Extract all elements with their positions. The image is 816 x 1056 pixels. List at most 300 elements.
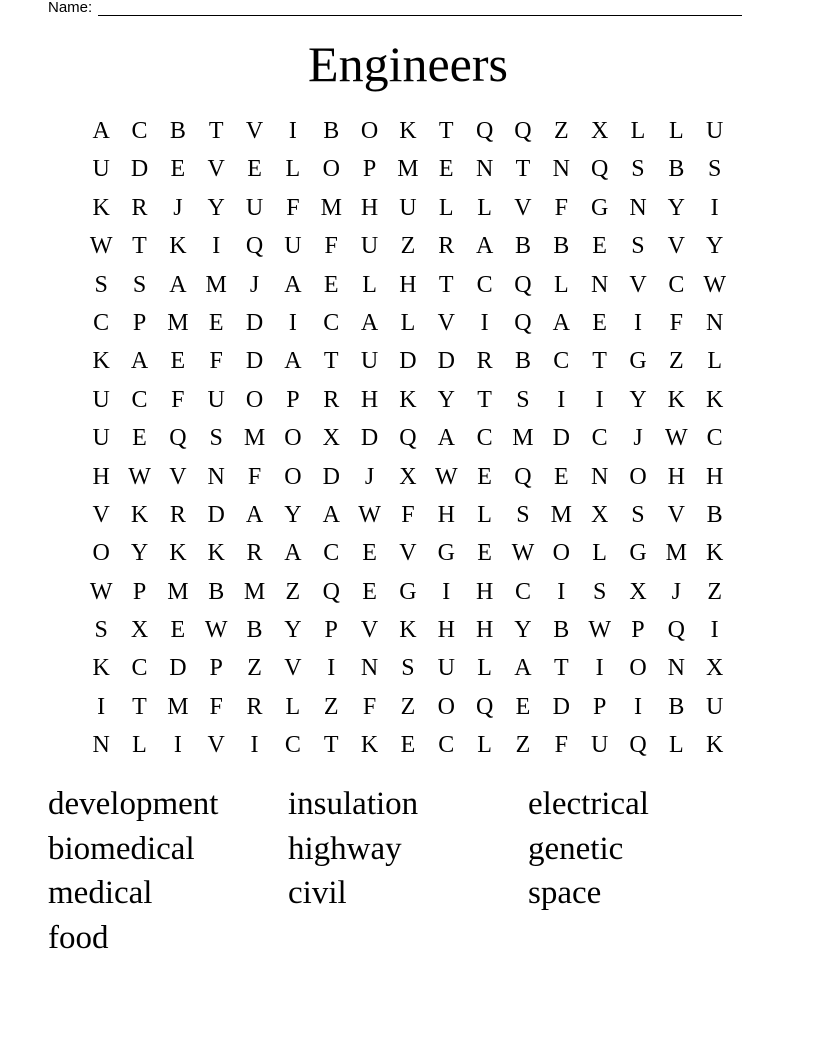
grid-letter: H — [437, 617, 455, 644]
grid-letter: V — [169, 463, 187, 490]
grid-letter: L — [438, 194, 454, 221]
grid-letter: G — [590, 194, 609, 221]
word-list-item: insulation — [288, 786, 419, 822]
grid-letter: I — [633, 309, 642, 336]
grid-letter: I — [557, 386, 566, 413]
grid-letter: Z — [247, 655, 262, 682]
grid-letter: Y — [207, 194, 225, 221]
grid-letter: Q — [590, 156, 609, 183]
grid-letter: A — [322, 501, 340, 528]
grid-letter: L — [400, 309, 416, 336]
word-list-item: genetic — [528, 830, 624, 867]
grid-letter: W — [434, 463, 458, 490]
grid-letter: I — [710, 194, 719, 221]
word-list-item: highway — [288, 830, 402, 867]
grid-letter: Q — [399, 425, 417, 452]
grid-letter: C — [131, 386, 148, 413]
grid-letter: T — [515, 156, 531, 183]
grid-letter: S — [516, 501, 530, 528]
grid-letter: M — [665, 540, 687, 567]
grid-letter: N — [360, 655, 379, 682]
grid-letter: S — [132, 271, 147, 298]
grid-letter: Y — [514, 617, 532, 644]
grid-letter: U — [92, 156, 110, 183]
grid-letter: S — [94, 271, 108, 298]
grid-letter: T — [592, 348, 607, 375]
grid-letter: N — [207, 463, 225, 490]
grid-letter: B — [668, 156, 685, 183]
grid-letter: L — [477, 655, 492, 682]
grid-letter: T — [438, 271, 454, 298]
grid-letter: S — [631, 233, 645, 260]
grid-letter: O — [92, 540, 110, 567]
grid-letter: W — [588, 617, 611, 644]
grid-letter: Z — [515, 732, 531, 759]
name-label: Name: — [48, 0, 93, 16]
word-list-item: medical — [48, 875, 153, 911]
grid-letter: U — [399, 194, 417, 221]
grid-letter: T — [132, 693, 147, 720]
grid-letter: R — [169, 501, 186, 528]
grid-letter: H — [475, 578, 494, 605]
grid-letter: V — [284, 655, 302, 682]
grid-letter: O — [322, 156, 340, 183]
grid-letter: V — [437, 309, 455, 336]
grid-letter: M — [167, 693, 189, 720]
grid-letter: M — [397, 156, 419, 183]
grid-letter: E — [247, 156, 262, 183]
grid-letter: U — [92, 386, 110, 413]
grid-letter: R — [323, 386, 340, 413]
grid-letter: K — [399, 617, 417, 644]
grid-letter: A — [169, 271, 187, 298]
grid-letter: J — [249, 271, 260, 298]
grid-letter: G — [629, 540, 647, 567]
grid-letter: L — [285, 156, 301, 183]
grid-letter: R — [246, 540, 263, 567]
word-list-item: civil — [288, 875, 347, 911]
grid-letter: I — [633, 693, 642, 720]
grid-letter: B — [553, 617, 570, 644]
grid-letter: Q — [514, 463, 532, 490]
grid-letter: S — [209, 425, 223, 452]
grid-letter: N — [706, 309, 724, 336]
grid-letter: V — [667, 501, 685, 528]
grid-letter: M — [205, 271, 227, 298]
letter-grid — [82, 112, 734, 765]
grid-letter: E — [362, 578, 377, 605]
grid-row — [82, 266, 734, 304]
grid-letter: K — [169, 233, 187, 260]
grid-letter: A — [360, 309, 379, 336]
grid-letter: E — [400, 732, 416, 759]
grid-letter: X — [590, 501, 609, 528]
grid-row — [82, 496, 734, 534]
grid-letter: W — [358, 501, 381, 528]
grid-letter: O — [360, 118, 379, 144]
grid-letter: N — [629, 194, 647, 221]
grid-letter: U — [706, 693, 724, 720]
grid-letter: N — [552, 156, 570, 183]
grid-letter: U — [207, 386, 225, 413]
grid-letter: A — [514, 655, 532, 682]
grid-letter: C — [323, 540, 340, 567]
grid-letter: V — [360, 617, 379, 644]
grid-letter: I — [250, 732, 259, 759]
grid-letter: N — [590, 463, 609, 490]
grid-letter: D — [322, 463, 340, 490]
grid-row — [82, 150, 734, 188]
grid-letter: E — [170, 156, 186, 183]
grid-letter: P — [132, 309, 147, 336]
grid-letter: C — [131, 655, 148, 682]
grid-letter: D — [245, 348, 264, 375]
grid-letter: D — [169, 655, 187, 682]
grid-letter: K — [169, 540, 187, 567]
grid-letter: B — [323, 118, 340, 144]
grid-letter: W — [703, 271, 726, 298]
grid-letter: H — [92, 463, 110, 490]
grid-letter: E — [438, 156, 454, 183]
grid-letter: S — [94, 617, 108, 644]
grid-letter: O — [629, 655, 647, 682]
word-list-item: food — [48, 919, 109, 956]
grid-letter: P — [132, 578, 147, 605]
name-underline — [98, 0, 742, 16]
grid-letter: U — [92, 425, 110, 452]
grid-letter: H — [475, 617, 494, 644]
grid-letter: K — [706, 540, 724, 567]
grid-letter: B — [208, 578, 225, 605]
grid-letter: I — [327, 655, 336, 682]
grid-letter: I — [288, 118, 297, 144]
grid-letter: H — [360, 194, 379, 221]
grid-letter: Z — [707, 578, 722, 605]
grid-letter: V — [245, 118, 264, 144]
grid-letter: S — [592, 578, 607, 605]
grid-letter: M — [167, 578, 189, 605]
grid-letter: C — [514, 578, 531, 605]
grid-letter: V — [514, 194, 532, 221]
grid-letter: I — [480, 309, 489, 336]
grid-letter: A — [284, 540, 302, 567]
grid-letter: V — [92, 501, 110, 528]
grid-row — [82, 573, 734, 611]
grid-letter: Z — [400, 693, 416, 720]
grid-letter: D — [399, 348, 417, 375]
grid-letter: L — [477, 194, 492, 221]
grid-letter: V — [667, 233, 685, 260]
grid-letter: C — [668, 271, 685, 298]
grid-letter: Y — [629, 386, 647, 413]
grid-letter: R — [476, 348, 493, 375]
grid-row — [82, 688, 734, 726]
grid-letter: S — [707, 156, 722, 183]
grid-letter: Y — [130, 540, 149, 567]
grid-row — [82, 112, 734, 150]
grid-letter: N — [667, 655, 685, 682]
grid-letter: E — [170, 617, 186, 644]
grid-letter: Y — [284, 501, 302, 528]
grid-letter: L — [668, 118, 684, 144]
grid-letter: Y — [667, 194, 685, 221]
grid-letter: D — [360, 425, 379, 452]
grid-letter: L — [132, 732, 147, 759]
grid-letter: Z — [400, 233, 416, 260]
word-list-item: development — [48, 786, 219, 822]
grid-letter: F — [401, 501, 415, 528]
grid-letter: Y — [706, 233, 724, 260]
grid-letter: B — [514, 348, 531, 375]
grid-letter: U — [360, 348, 379, 375]
grid-letter: Z — [553, 118, 569, 144]
grid-letter: W — [89, 578, 113, 605]
grid-letter: K — [667, 386, 685, 413]
grid-letter: M — [512, 425, 534, 452]
grid-letter: A — [284, 271, 302, 298]
grid-letter: R — [131, 194, 148, 221]
grid-letter: E — [323, 271, 339, 298]
grid-row — [82, 304, 734, 342]
word-list-item: electrical — [528, 786, 649, 822]
grid-letter: H — [706, 463, 724, 490]
grid-letter: U — [284, 233, 302, 260]
grid-letter: L — [477, 732, 492, 759]
grid-letter: K — [399, 118, 417, 144]
grid-letter: L — [553, 271, 569, 298]
grid-letter: E — [362, 540, 377, 567]
grid-letter: A — [437, 425, 455, 452]
grid-row — [82, 419, 734, 457]
grid-letter: M — [243, 578, 266, 605]
grid-letter: X — [590, 118, 609, 144]
grid-letter: U — [590, 732, 609, 759]
grid-letter: I — [288, 309, 297, 336]
grid-letter: T — [477, 386, 492, 413]
grid-letter: E — [477, 463, 492, 490]
grid-letter: F — [554, 732, 568, 759]
grid-letter: J — [173, 194, 183, 221]
grid-letter: Q — [169, 425, 187, 452]
grid-letter: F — [554, 194, 568, 221]
grid-letter: Y — [437, 386, 455, 413]
grid-letter: B — [169, 118, 186, 144]
grid-letter: C — [131, 118, 148, 144]
grid-letter: L — [285, 693, 301, 720]
grid-letter: C — [93, 309, 110, 336]
word-list-item: space — [528, 875, 602, 911]
grid-letter: E — [477, 540, 492, 567]
grid-row — [82, 189, 734, 227]
grid-letter: G — [629, 348, 647, 375]
grid-letter: T — [438, 118, 454, 144]
grid-letter: K — [706, 386, 724, 413]
grid-letter: U — [437, 655, 455, 682]
grid-letter: B — [553, 233, 570, 260]
grid-row — [82, 381, 734, 419]
grid-letter: F — [286, 194, 300, 221]
grid-letter: W — [128, 463, 151, 490]
grid-letter: L — [668, 732, 684, 759]
grid-letter: C — [591, 425, 608, 452]
grid-row — [82, 458, 734, 496]
grid-letter: S — [631, 156, 645, 183]
grid-letter: D — [437, 348, 455, 375]
grid-row — [82, 534, 734, 572]
grid-letter: C — [553, 348, 570, 375]
grid-letter: A — [284, 348, 302, 375]
grid-letter: J — [364, 463, 375, 490]
grid-letter: Z — [668, 348, 684, 375]
grid-letter: W — [89, 233, 113, 260]
grid-letter: U — [360, 233, 379, 260]
grid-letter: T — [553, 655, 569, 682]
grid-letter: I — [97, 693, 106, 720]
grid-row — [82, 726, 734, 764]
grid-letter: F — [171, 386, 185, 413]
grid-letter: I — [173, 732, 182, 759]
grid-letter: X — [322, 425, 340, 452]
grid-letter: F — [247, 463, 262, 490]
grid-letter: P — [324, 617, 338, 644]
grid-letter: Q — [322, 578, 340, 605]
grid-letter: Q — [245, 233, 264, 260]
grid-letter: X — [706, 655, 724, 682]
grid-letter: H — [437, 501, 455, 528]
grid-letter: E — [208, 309, 224, 336]
grid-letter: F — [362, 693, 377, 720]
grid-letter: K — [706, 732, 724, 759]
grid-letter: A — [552, 309, 570, 336]
grid-letter: Y — [284, 617, 302, 644]
grid-letter: Q — [475, 118, 494, 144]
grid-letter: F — [324, 233, 338, 260]
grid-letter: C — [284, 732, 301, 759]
grid-letter: Q — [514, 309, 532, 336]
grid-letter: K — [207, 540, 225, 567]
grid-letter: X — [130, 617, 149, 644]
grid-letter: O — [437, 693, 455, 720]
grid-letter: A — [130, 348, 149, 375]
grid-letter: E — [132, 425, 147, 452]
grid-letter: G — [399, 578, 417, 605]
grid-letter: T — [132, 233, 147, 260]
grid-letter: K — [92, 655, 110, 682]
grid-letter: F — [669, 309, 683, 336]
grid-letter: X — [399, 463, 417, 490]
grid-letter: N — [590, 271, 609, 298]
grid-letter: D — [552, 425, 570, 452]
grid-letter: N — [92, 732, 110, 759]
grid-letter: D — [552, 693, 570, 720]
grid-letter: T — [208, 118, 224, 144]
grid-letter: A — [245, 501, 264, 528]
grid-letter: E — [592, 233, 607, 260]
grid-letter: Q — [629, 732, 647, 759]
grid-letter: L — [592, 540, 607, 567]
grid-letter: I — [710, 617, 719, 644]
grid-letter: S — [631, 501, 645, 528]
grid-letter: B — [706, 501, 723, 528]
grid-letter: L — [362, 271, 377, 298]
grid-letter: Q — [514, 118, 532, 144]
grid-letter: L — [477, 501, 492, 528]
word-list — [48, 782, 768, 960]
grid-letter: U — [245, 194, 264, 221]
grid-letter: C — [476, 271, 493, 298]
word-list-item: biomedical — [48, 830, 195, 867]
grid-letter: H — [360, 386, 379, 413]
grid-letter: L — [707, 348, 722, 375]
grid-letter: J — [633, 425, 643, 452]
grid-letter: F — [209, 348, 223, 375]
grid-letter: O — [629, 463, 647, 490]
grid-letter: G — [437, 540, 455, 567]
grid-letter: S — [516, 386, 530, 413]
grid-letter: K — [399, 386, 417, 413]
grid-row — [82, 227, 734, 265]
grid-letter: Z — [323, 693, 339, 720]
grid-letter: I — [595, 655, 604, 682]
grid-letter: K — [92, 348, 110, 375]
grid-letter: Q — [514, 271, 532, 298]
grid-letter: C — [476, 425, 493, 452]
grid-letter: M — [550, 501, 572, 528]
grid-letter: P — [631, 617, 645, 644]
grid-letter: D — [130, 156, 149, 183]
grid-letter: K — [130, 501, 149, 528]
grid-letter: M — [167, 309, 189, 336]
grid-letter: X — [629, 578, 647, 605]
grid-letter: T — [323, 732, 339, 759]
grid-letter: R — [438, 233, 455, 260]
grid-letter: A — [475, 233, 494, 260]
grid-letter: O — [552, 540, 570, 567]
grid-letter: F — [209, 693, 223, 720]
grid-letter: M — [243, 425, 266, 452]
grid-letter: H — [667, 463, 685, 490]
page-title: Engineers — [308, 36, 508, 92]
grid-letter: B — [246, 617, 263, 644]
grid-letter: U — [706, 118, 724, 144]
grid-letter: W — [511, 540, 535, 567]
grid-letter: P — [362, 156, 377, 183]
grid-letter: O — [284, 463, 302, 490]
grid-letter: K — [92, 194, 110, 221]
grid-letter: R — [246, 693, 263, 720]
grid-row — [82, 649, 734, 687]
name-field — [48, 0, 742, 18]
grid-letter: I — [595, 386, 604, 413]
grid-letter: V — [399, 540, 417, 567]
grid-letter: E — [515, 693, 531, 720]
grid-letter: P — [286, 386, 300, 413]
grid-letter: Q — [475, 693, 494, 720]
grid-letter: I — [557, 578, 566, 605]
grid-letter: P — [592, 693, 607, 720]
grid-letter: I — [212, 233, 221, 260]
grid-letter: D — [245, 309, 264, 336]
grid-letter: E — [170, 348, 186, 375]
grid-letter: B — [514, 233, 531, 260]
grid-letter: L — [630, 118, 646, 144]
grid-letter: S — [401, 655, 415, 682]
grid-letter: K — [360, 732, 379, 759]
grid-letter: V — [629, 271, 647, 298]
grid-letter: M — [320, 194, 342, 221]
grid-letter: T — [323, 348, 339, 375]
grid-letter: Z — [285, 578, 301, 605]
